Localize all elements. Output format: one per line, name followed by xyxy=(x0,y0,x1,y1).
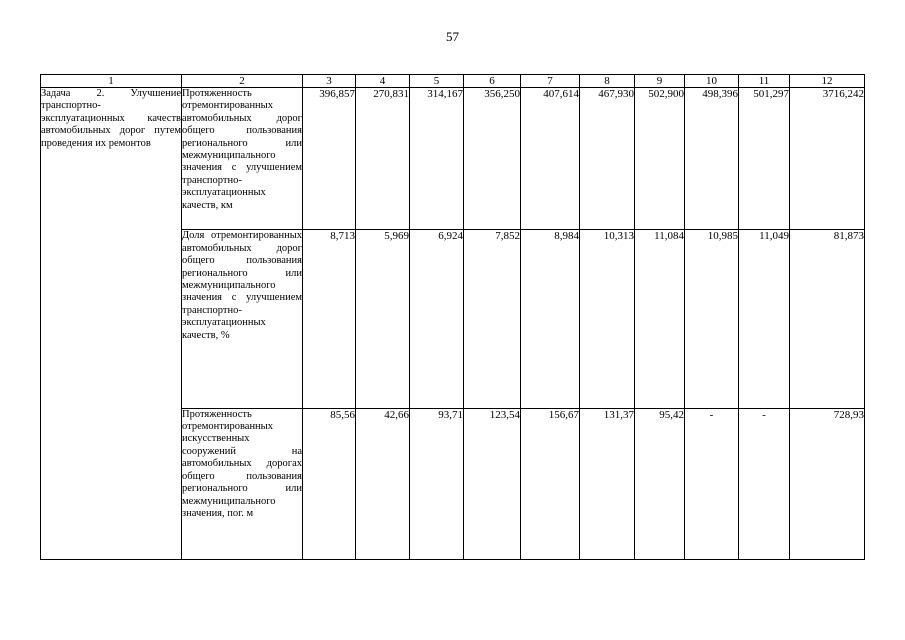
total-cell: 3716,242 xyxy=(790,88,865,230)
header-cell: 2 xyxy=(182,75,303,88)
header-cell: 8 xyxy=(580,75,635,88)
indicator-cell: Протяженность отремонтированных автомобильных дорог общего пользования регионального или межмуниципального значения с улучшением транспортно-эксплуатационных качеств, км xyxy=(182,88,303,230)
value-cell: 498,396 xyxy=(685,88,739,230)
value-cell: 131,37 xyxy=(580,408,635,559)
total-cell: 81,873 xyxy=(790,230,865,408)
header-cell: 10 xyxy=(685,75,739,88)
value-cell: 6,924 xyxy=(410,230,464,408)
indicators-table xyxy=(40,74,865,560)
value-cell: 502,900 xyxy=(635,88,685,230)
header-cell: 9 xyxy=(635,75,685,88)
table-row xyxy=(41,88,865,230)
task-cell: Задача 2. Улучшение транспортно-эксплуатационных качеств автомобильных дорог путем проведения их ремонтов xyxy=(41,88,182,560)
value-cell: 11,049 xyxy=(739,230,790,408)
value-cell: 356,250 xyxy=(464,88,521,230)
value-cell: 407,614 xyxy=(521,88,580,230)
value-cell: 270,831 xyxy=(356,88,410,230)
value-cell: 501,297 xyxy=(739,88,790,230)
value-cell: - xyxy=(685,408,739,559)
value-cell: 85,56 xyxy=(303,408,356,559)
header-cell: 11 xyxy=(739,75,790,88)
value-cell: 95,42 xyxy=(635,408,685,559)
value-cell: 8,713 xyxy=(303,230,356,408)
value-cell: 123,54 xyxy=(464,408,521,559)
indicator-cell: Доля отремонтированных автомобильных дорог общего пользования регионального или межмуниципального значения с улучшением транспортно-эксплуатационных качеств, % xyxy=(182,230,303,408)
value-cell: 10,985 xyxy=(685,230,739,408)
header-cell: 6 xyxy=(464,75,521,88)
header-row xyxy=(41,75,865,88)
value-cell: 11,084 xyxy=(635,230,685,408)
value-cell: 314,167 xyxy=(410,88,464,230)
header-cell: 7 xyxy=(521,75,580,88)
page-number: 57 xyxy=(446,29,459,44)
value-cell: 396,857 xyxy=(303,88,356,230)
value-cell: 5,969 xyxy=(356,230,410,408)
indicator-cell: Протяженность отремонтированных искусственных сооружений на автомобильных дорогах общего пользования регионального или межмуниципального значения, пог. м xyxy=(182,408,303,559)
value-cell: 42,66 xyxy=(356,408,410,559)
value-cell: 156,67 xyxy=(521,408,580,559)
value-cell: 93,71 xyxy=(410,408,464,559)
value-cell: 467,930 xyxy=(580,88,635,230)
header-cell: 3 xyxy=(303,75,356,88)
total-cell: 728,93 xyxy=(790,408,865,559)
header-cell: 5 xyxy=(410,75,464,88)
value-cell: 8,984 xyxy=(521,230,580,408)
header-cell: 4 xyxy=(356,75,410,88)
value-cell: 7,852 xyxy=(464,230,521,408)
value-cell: - xyxy=(739,408,790,559)
header-cell: 12 xyxy=(790,75,865,88)
value-cell: 10,313 xyxy=(580,230,635,408)
header-cell: 1 xyxy=(41,75,182,88)
